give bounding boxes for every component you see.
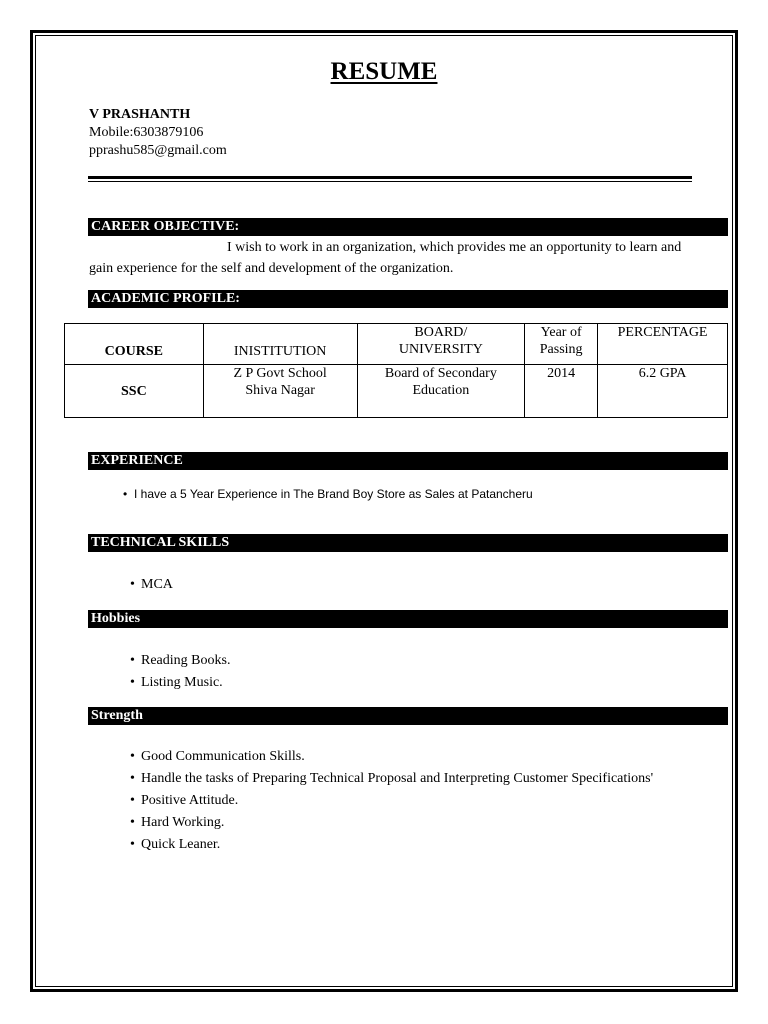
strength-list (130, 746, 653, 856)
objective-line-2: gain experience for the self and development of the organization. (89, 261, 454, 276)
cell-year: 2014 (525, 365, 598, 418)
resume-title: RESUME (330, 58, 438, 85)
cell-board: Board of Secondary Education (357, 365, 525, 418)
table-row (65, 365, 728, 418)
experience-list (123, 483, 533, 505)
mobile-number: Mobile:6303879106 (89, 125, 204, 140)
technical-skills-list (130, 574, 173, 596)
cell-course: SSC (65, 365, 204, 418)
list-item: • Quick Leaner. (130, 834, 653, 856)
header-rule-thick (88, 176, 692, 179)
objective-line-1: I wish to work in an organization, which provides me an opportunity to learn and (227, 240, 682, 255)
section-technical-skills: TECHNICAL SKILLS (88, 534, 728, 552)
list-item: • Reading Books. (130, 650, 230, 672)
table-header-row (65, 324, 728, 365)
hobbies-list (130, 650, 230, 694)
candidate-name: V PRASHANTH (89, 107, 191, 122)
section-academic-profile: ACADEMIC PROFILE: (88, 290, 728, 308)
academic-table (64, 323, 728, 418)
cell-institution: Z P Govt School Shiva Nagar (203, 365, 357, 418)
list-item: • MCA (130, 574, 173, 596)
header-institution: INISTITUTION (203, 324, 357, 365)
header-rule-thin (88, 181, 692, 182)
contact-block (89, 106, 227, 160)
section-strength: Strength (88, 707, 728, 725)
section-hobbies: Hobbies (88, 610, 728, 628)
email-address: pprashu585@gmail.com (89, 143, 227, 158)
list-item: • Hard Working. (130, 812, 653, 834)
list-item: • Listing Music. (130, 672, 230, 694)
list-item: • Positive Attitude. (130, 790, 653, 812)
list-item: • Good Communication Skills. (130, 746, 653, 768)
career-objective-text (89, 237, 721, 279)
header-year: Year of Passing (525, 324, 598, 365)
list-item: • Handle the tasks of Preparing Technical Proposal and Interpreting Customer Specifications' (130, 768, 653, 790)
section-experience: EXPERIENCE (88, 452, 728, 470)
list-item: • I have a 5 Year Experience in The Brand Boy Store as Sales at Patancheru (123, 483, 533, 505)
section-career-objective: CAREER OBJECTIVE: (88, 218, 728, 236)
cell-percentage: 6.2 GPA (598, 365, 728, 418)
header-board: BOARD/ UNIVERSITY (357, 324, 525, 365)
header-percentage: PERCENTAGE (598, 324, 728, 365)
header-course: COURSE (65, 324, 204, 365)
